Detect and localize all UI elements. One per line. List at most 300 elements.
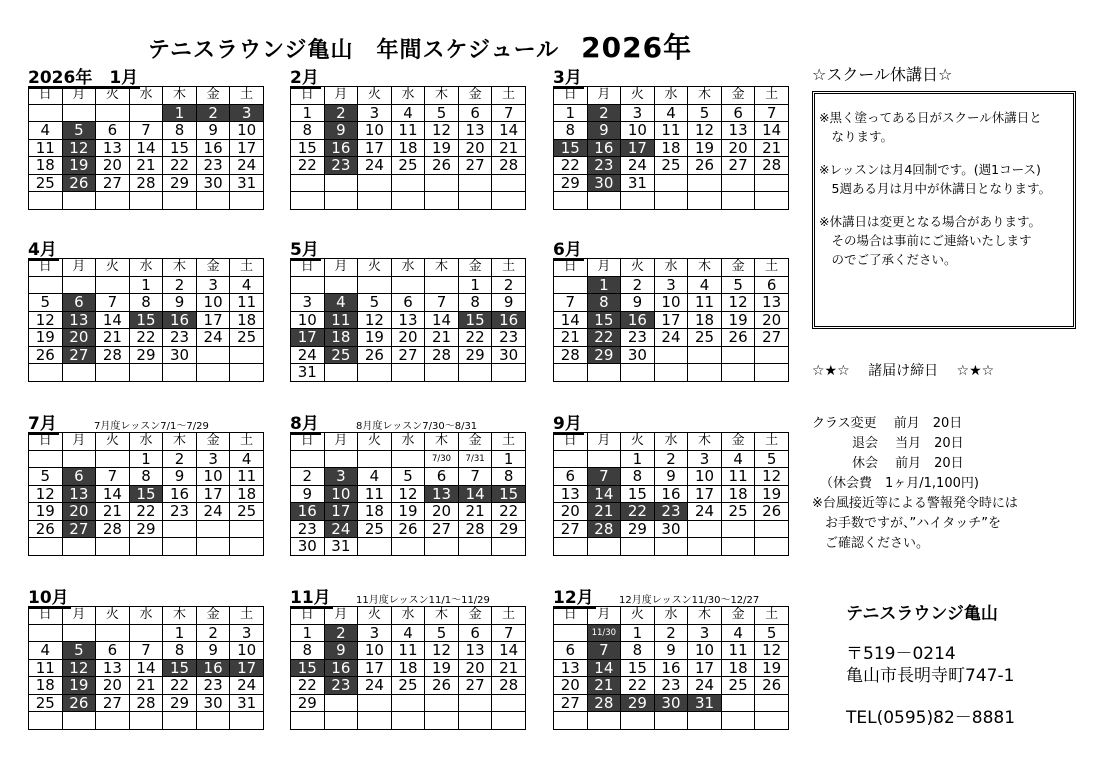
day-cell: 25 (324, 346, 358, 364)
day-cell: 6 (96, 122, 130, 140)
day-cell: 20 (425, 503, 459, 521)
week-row (29, 642, 264, 660)
day-cell: 30 (654, 520, 688, 538)
weekday-header: 土 (492, 607, 526, 625)
day-cell: 25 (688, 329, 722, 347)
day-cell: 22 (291, 677, 325, 695)
weekday-header: 金 (458, 607, 492, 625)
weekday-header: 水 (391, 607, 425, 625)
day-cell: 30 (492, 346, 526, 364)
day-cell (163, 192, 197, 210)
deadline-note: お手数ですが、”ハイタッチ”を (812, 516, 1001, 531)
week-row (291, 122, 526, 140)
day-cell: 16 (163, 311, 197, 329)
day-cell: 31 (230, 694, 264, 712)
weekday-header: 水 (654, 433, 688, 451)
weekday-header: 水 (391, 433, 425, 451)
month-calendar (290, 66, 526, 210)
day-cell: 18 (230, 311, 264, 329)
day-cell: 7/30 (425, 450, 459, 468)
day-cell (492, 192, 526, 210)
day-cell: 11 (391, 122, 425, 140)
day-cell: 3 (230, 104, 264, 122)
day-cell: 4 (688, 276, 722, 294)
day-cell: 20 (391, 329, 425, 347)
day-cell: 24 (621, 157, 655, 175)
day-cell (96, 364, 130, 382)
weekday-header: 金 (196, 607, 230, 625)
day-cell (425, 192, 459, 210)
day-cell: 19 (425, 659, 459, 677)
day-cell (755, 712, 789, 730)
day-cell: 22 (458, 329, 492, 347)
week-row (291, 677, 526, 695)
day-cell: 12 (29, 485, 63, 503)
day-cell: 4 (721, 624, 755, 642)
day-cell: 19 (755, 485, 789, 503)
day-cell: 1 (492, 450, 526, 468)
weekday-header: 金 (458, 433, 492, 451)
day-cell: 27 (458, 677, 492, 695)
week-row (29, 157, 264, 175)
day-cell: 28 (96, 346, 130, 364)
day-cell (492, 364, 526, 382)
day-cell: 26 (688, 157, 722, 175)
day-cell (29, 538, 63, 556)
day-cell: 14 (492, 642, 526, 660)
weekday-header: 水 (129, 259, 163, 277)
day-cell: 8 (458, 294, 492, 312)
week-row (29, 677, 264, 695)
day-cell: 1 (291, 624, 325, 642)
month-header (553, 238, 789, 258)
weekday-header: 土 (230, 259, 264, 277)
day-cell: 15 (291, 659, 325, 677)
day-cell: 7 (587, 642, 621, 660)
weekday-header: 月 (324, 607, 358, 625)
day-cell: 5 (62, 122, 96, 140)
day-cell (196, 346, 230, 364)
weekday-header: 金 (196, 259, 230, 277)
notice-box (812, 91, 1076, 329)
day-cell: 17 (358, 659, 392, 677)
day-cell (62, 712, 96, 730)
day-cell: 17 (324, 503, 358, 521)
deadline-note: ご確認ください。 (812, 536, 930, 551)
day-cell: 21 (425, 329, 459, 347)
day-cell: 3 (196, 450, 230, 468)
day-cell: 16 (654, 659, 688, 677)
day-cell: 27 (96, 694, 130, 712)
day-cell: 21 (587, 677, 621, 695)
day-cell: 13 (391, 311, 425, 329)
month-table (290, 606, 526, 730)
weekday-header: 火 (96, 433, 130, 451)
day-cell: 16 (196, 659, 230, 677)
day-cell (129, 192, 163, 210)
day-cell (554, 624, 588, 642)
weekday-header: 日 (554, 259, 588, 277)
day-cell: 10 (358, 122, 392, 140)
day-cell: 11 (324, 311, 358, 329)
day-cell (458, 712, 492, 730)
shop-tel: TEL(0595)82－8881 (846, 708, 1016, 728)
week-row (29, 276, 264, 294)
day-cell (230, 538, 264, 556)
day-cell (62, 450, 96, 468)
day-cell: 9 (492, 294, 526, 312)
day-cell: 20 (554, 503, 588, 521)
day-cell: 19 (688, 139, 722, 157)
day-cell (230, 346, 264, 364)
day-cell: 10 (654, 294, 688, 312)
day-cell: 14 (492, 122, 526, 140)
day-cell: 23 (324, 157, 358, 175)
day-cell: 8 (621, 642, 655, 660)
day-cell: 14 (587, 485, 621, 503)
day-cell: 11/30 (587, 624, 621, 642)
day-cell (29, 276, 63, 294)
day-cell: 2 (654, 624, 688, 642)
day-cell: 11 (230, 468, 264, 486)
day-cell: 23 (196, 157, 230, 175)
day-cell (129, 624, 163, 642)
month-label: 8月 (290, 414, 319, 434)
day-cell (96, 104, 130, 122)
week-row (29, 694, 264, 712)
day-cell: 6 (425, 468, 459, 486)
day-cell: 5 (62, 642, 96, 660)
day-cell: 25 (391, 157, 425, 175)
day-cell: 26 (62, 174, 96, 192)
day-cell (654, 174, 688, 192)
day-cell: 18 (654, 139, 688, 157)
day-cell: 12 (755, 642, 789, 660)
day-cell: 15 (291, 139, 325, 157)
day-cell: 1 (129, 450, 163, 468)
weekday-header: 木 (688, 607, 722, 625)
day-cell: 5 (755, 450, 789, 468)
day-cell: 22 (621, 503, 655, 521)
day-cell: 25 (29, 174, 63, 192)
day-cell: 20 (62, 503, 96, 521)
week-row (554, 311, 789, 329)
weekday-header: 金 (458, 87, 492, 105)
week-row (29, 503, 264, 521)
day-cell: 4 (391, 624, 425, 642)
day-cell: 30 (163, 346, 197, 364)
day-cell: 10 (688, 642, 722, 660)
day-cell (291, 276, 325, 294)
day-cell: 9 (654, 642, 688, 660)
month-table (28, 606, 264, 730)
week-row (554, 677, 789, 695)
day-cell (163, 364, 197, 382)
weekday-header: 金 (721, 433, 755, 451)
day-cell: 29 (492, 520, 526, 538)
day-cell: 18 (391, 139, 425, 157)
page-title (0, 26, 840, 66)
day-cell: 9 (587, 122, 621, 140)
week-row (291, 642, 526, 660)
day-cell: 20 (755, 311, 789, 329)
day-cell (425, 538, 459, 556)
day-cell (29, 450, 63, 468)
day-cell: 29 (621, 520, 655, 538)
day-cell: 24 (654, 329, 688, 347)
day-cell: 2 (587, 104, 621, 122)
day-cell: 30 (587, 174, 621, 192)
day-cell: 25 (29, 694, 63, 712)
month-header (553, 586, 789, 606)
week-row (554, 642, 789, 660)
weekday-header: 月 (587, 87, 621, 105)
day-cell: 2 (163, 276, 197, 294)
weekday-header: 月 (62, 607, 96, 625)
day-cell: 16 (324, 659, 358, 677)
day-cell (129, 712, 163, 730)
deadline-item: クラス変更 前月 20日 (812, 416, 963, 431)
day-cell (554, 450, 588, 468)
day-cell: 26 (62, 694, 96, 712)
day-cell: 9 (163, 294, 197, 312)
month-table (28, 258, 264, 382)
day-cell: 29 (129, 346, 163, 364)
weekday-header: 金 (721, 87, 755, 105)
day-cell: 2 (492, 276, 526, 294)
month-lesson-note: 7月度レッスン7/1～7/29 (94, 421, 209, 432)
day-cell: 24 (688, 677, 722, 695)
day-cell: 27 (458, 157, 492, 175)
weekday-header: 木 (163, 259, 197, 277)
deadline-list (812, 414, 1018, 554)
day-cell: 29 (554, 174, 588, 192)
month-header (28, 66, 264, 86)
day-cell: 19 (29, 329, 63, 347)
day-cell: 22 (291, 157, 325, 175)
day-cell: 14 (96, 311, 130, 329)
day-cell (587, 712, 621, 730)
day-cell: 14 (458, 485, 492, 503)
week-row (554, 294, 789, 312)
day-cell (96, 624, 130, 642)
month-calendar (28, 66, 264, 210)
day-cell: 12 (688, 122, 722, 140)
day-cell (291, 712, 325, 730)
day-cell: 8 (621, 468, 655, 486)
week-row (291, 276, 526, 294)
day-cell: 20 (458, 659, 492, 677)
weekday-header: 日 (291, 433, 325, 451)
month-calendar (290, 238, 526, 382)
weekday-header: 木 (425, 259, 459, 277)
day-cell: 23 (492, 329, 526, 347)
day-cell: 13 (96, 659, 130, 677)
day-cell: 20 (96, 157, 130, 175)
week-row (291, 503, 526, 521)
day-cell (391, 538, 425, 556)
day-cell: 19 (358, 329, 392, 347)
day-cell: 17 (621, 139, 655, 157)
week-row (554, 485, 789, 503)
day-cell: 1 (291, 104, 325, 122)
day-cell (129, 104, 163, 122)
weekday-header: 日 (29, 607, 63, 625)
day-cell: 6 (62, 294, 96, 312)
day-cell: 1 (587, 276, 621, 294)
day-cell (62, 276, 96, 294)
day-cell: 21 (492, 139, 526, 157)
day-cell: 2 (324, 104, 358, 122)
weekday-header: 火 (358, 259, 392, 277)
day-cell: 16 (492, 311, 526, 329)
month-calendar (290, 412, 526, 556)
day-cell: 13 (458, 642, 492, 660)
day-cell: 17 (291, 329, 325, 347)
day-cell: 13 (425, 485, 459, 503)
month-header (28, 238, 264, 258)
week-row (29, 450, 264, 468)
weekday-header: 金 (721, 607, 755, 625)
day-cell: 11 (29, 659, 63, 677)
weekday-header: 土 (492, 259, 526, 277)
day-cell: 4 (29, 122, 63, 140)
day-cell: 12 (425, 642, 459, 660)
week-row (554, 624, 789, 642)
day-cell: 28 (755, 157, 789, 175)
day-cell (621, 364, 655, 382)
month-calendar (28, 586, 264, 730)
weekday-header: 土 (755, 259, 789, 277)
day-cell (587, 364, 621, 382)
deadline-item: 退会 当月 20日 (852, 436, 964, 451)
day-cell (688, 192, 722, 210)
week-row (29, 329, 264, 347)
day-cell (196, 520, 230, 538)
day-cell: 10 (291, 311, 325, 329)
day-cell (391, 276, 425, 294)
week-row (291, 694, 526, 712)
weekday-header: 日 (291, 607, 325, 625)
day-cell (755, 694, 789, 712)
day-cell: 15 (492, 485, 526, 503)
day-cell (654, 712, 688, 730)
day-cell: 1 (163, 624, 197, 642)
week-row (29, 122, 264, 140)
day-cell: 28 (587, 520, 621, 538)
day-cell: 22 (492, 503, 526, 521)
weekday-header: 月 (324, 259, 358, 277)
week-row (291, 712, 526, 730)
week-row (291, 520, 526, 538)
day-cell: 31 (621, 174, 655, 192)
weekday-header: 水 (654, 87, 688, 105)
week-row (291, 468, 526, 486)
day-cell: 8 (291, 122, 325, 140)
day-cell: 3 (358, 624, 392, 642)
day-cell: 7 (96, 468, 130, 486)
day-cell: 8 (587, 294, 621, 312)
day-cell: 14 (129, 139, 163, 157)
month-table (290, 86, 526, 210)
day-cell: 31 (688, 694, 722, 712)
day-cell: 23 (587, 157, 621, 175)
day-cell: 16 (324, 139, 358, 157)
day-cell: 9 (324, 122, 358, 140)
week-row (291, 192, 526, 210)
month-label: 5月 (290, 240, 319, 260)
week-row (291, 157, 526, 175)
day-cell: 17 (688, 485, 722, 503)
day-cell: 15 (129, 311, 163, 329)
day-cell: 1 (554, 104, 588, 122)
weekday-header: 火 (358, 433, 392, 451)
week-row (29, 346, 264, 364)
day-cell (324, 450, 358, 468)
day-cell (230, 192, 264, 210)
day-cell (96, 450, 130, 468)
day-cell (324, 192, 358, 210)
day-cell: 23 (196, 677, 230, 695)
day-cell: 16 (163, 485, 197, 503)
day-cell: 7 (492, 624, 526, 642)
day-cell: 8 (291, 642, 325, 660)
day-cell: 7 (492, 104, 526, 122)
deadline-note: ※台風接近等による警報発令時には (812, 496, 1018, 511)
weekday-header: 月 (62, 259, 96, 277)
day-cell: 5 (755, 624, 789, 642)
day-cell: 28 (554, 346, 588, 364)
week-row (554, 503, 789, 521)
day-cell: 10 (196, 468, 230, 486)
day-cell: 3 (621, 104, 655, 122)
weekday-header: 土 (492, 433, 526, 451)
month-table (290, 432, 526, 556)
day-cell: 20 (96, 677, 130, 695)
day-cell: 5 (688, 104, 722, 122)
month-label: 9月 (553, 414, 582, 434)
week-row (554, 520, 789, 538)
weekday-header: 水 (129, 433, 163, 451)
day-cell: 27 (554, 694, 588, 712)
day-cell: 24 (358, 157, 392, 175)
day-cell: 14 (587, 659, 621, 677)
day-cell (358, 174, 392, 192)
day-cell: 4 (29, 642, 63, 660)
notice-section (812, 62, 1092, 329)
day-cell: 4 (358, 468, 392, 486)
day-cell: 21 (755, 139, 789, 157)
month-calendar (553, 412, 789, 556)
day-cell (230, 364, 264, 382)
month-label: 12月 (553, 588, 594, 608)
day-cell (324, 174, 358, 192)
day-cell (688, 346, 722, 364)
weekday-header: 火 (621, 259, 655, 277)
week-row (554, 694, 789, 712)
day-cell: 23 (621, 329, 655, 347)
day-cell (96, 538, 130, 556)
day-cell: 28 (129, 174, 163, 192)
day-cell: 12 (425, 122, 459, 140)
day-cell (554, 364, 588, 382)
day-cell: 23 (291, 520, 325, 538)
day-cell (621, 712, 655, 730)
day-cell (96, 712, 130, 730)
day-cell (492, 538, 526, 556)
day-cell: 15 (587, 311, 621, 329)
month-header (28, 412, 264, 432)
